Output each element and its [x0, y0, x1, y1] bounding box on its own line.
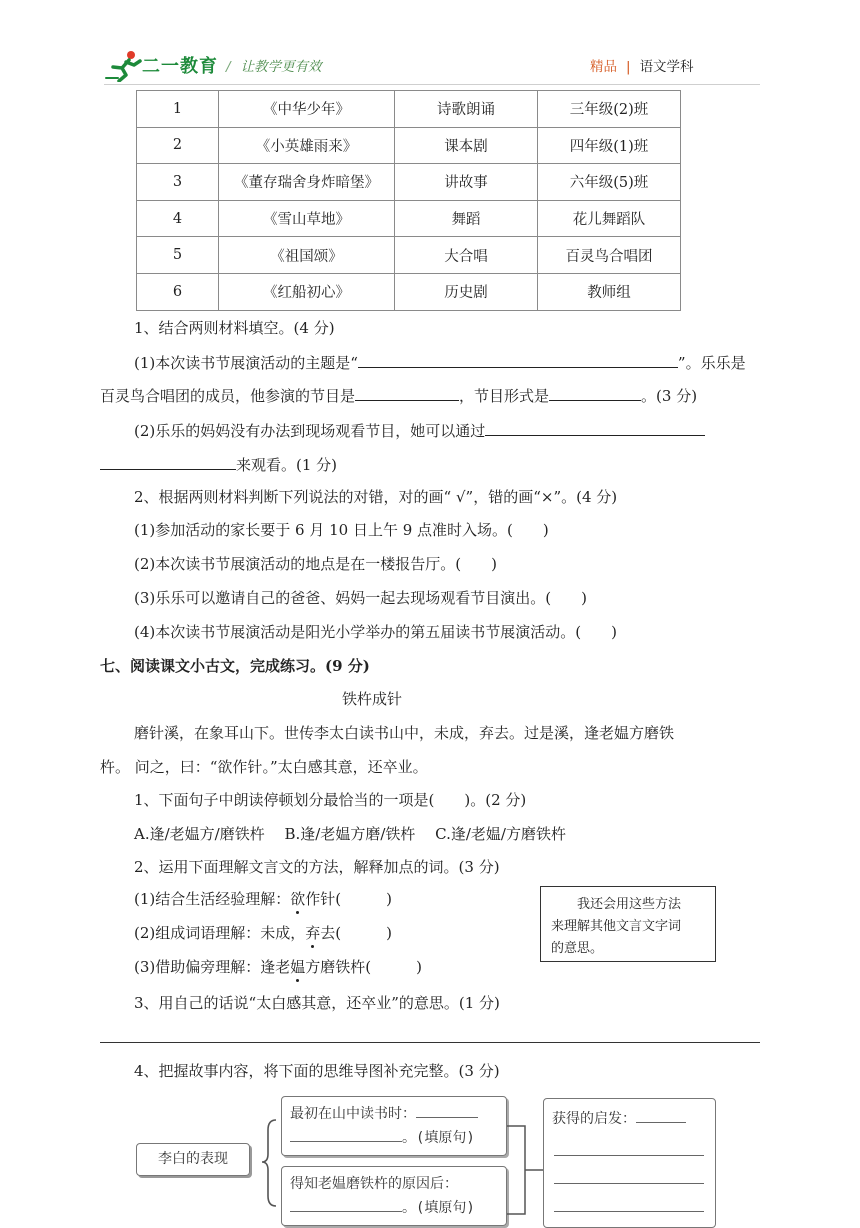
- table-row: [137, 127, 681, 164]
- program-blank[interactable]: [355, 384, 459, 401]
- mindmap-branch-initial: [281, 1096, 507, 1156]
- row-number-cell: 1: [137, 91, 219, 128]
- q1-part1-line2: [100, 384, 697, 406]
- slogan: / 让教学更有效: [226, 59, 322, 75]
- row-number-cell: 5: [137, 237, 219, 274]
- program-form-cell: 历史剧: [395, 273, 538, 310]
- s7-q2-title: 2、运用下面理解文言文的方法，解释加点的词。(3 分): [134, 858, 500, 876]
- brand-separator: |: [626, 59, 631, 75]
- q1-p1-text-e: 。(3 分): [641, 387, 698, 405]
- branch2-tail: 。(填原句): [402, 1200, 475, 1216]
- program-title-cell: 《中华少年》: [219, 91, 395, 128]
- table-row: [137, 273, 681, 310]
- inspiration-line-3[interactable]: [554, 1211, 704, 1212]
- program-title-cell: 《雪山草地》: [219, 200, 395, 237]
- program-title-cell: 《红船初心》: [219, 273, 395, 310]
- passage-title: 铁杵成针: [342, 690, 403, 708]
- logo-runner-icon: [104, 48, 144, 82]
- header-divider: [104, 84, 760, 85]
- performer-cell: 四年级(1)班: [538, 127, 681, 164]
- s7-q2-item-3[interactable]: [134, 957, 422, 977]
- table-row: [137, 164, 681, 201]
- theme-blank[interactable]: [358, 351, 678, 368]
- s7-q2-i1-c: 作针( ): [305, 890, 392, 908]
- s7-q1-options[interactable]: A.逢/老媪方/磨铁杵 B.逢/老媪方磨/铁杵 C.逢/老媪/方磨铁杵: [134, 825, 566, 843]
- connector-lines: [507, 1124, 544, 1216]
- q1-title: 1、结合两则材料填空。(4 分): [134, 319, 335, 337]
- passage-line-2: 杵。 问之，曰：“欲作针。”太白感其意，还卒业。: [100, 758, 428, 776]
- performer-cell: 花儿舞蹈队: [538, 200, 681, 237]
- slogan-text: 让教学更有效: [240, 59, 322, 75]
- s7-q2-i2-c: 去( ): [320, 924, 392, 942]
- answer-line[interactable]: [100, 1042, 760, 1043]
- program-form-cell: 大合唱: [395, 237, 538, 274]
- q1-p1-text-a: (1)本次读书节展演活动的主题是“: [134, 354, 358, 372]
- q1-part1-line1: [134, 351, 746, 373]
- note-line-1: 我还会用这些方法: [577, 897, 682, 912]
- s7-q2-i2-a: (2)组成词语理解：未成，: [134, 924, 306, 942]
- table-row: [137, 237, 681, 274]
- branch2-blank[interactable]: [290, 1196, 402, 1212]
- note-line-3: 的意思。: [551, 941, 604, 956]
- q1-p1-text-d: ，节目形式是: [459, 387, 550, 405]
- dotted-word-2: 弃: [305, 924, 321, 942]
- program-form-cell: 讲故事: [395, 164, 538, 201]
- inspiration-line-2[interactable]: [554, 1183, 704, 1184]
- program-form-cell: 舞蹈: [395, 200, 538, 237]
- inspiration-label: 获得的启发：: [552, 1111, 636, 1127]
- branch2-label: 得知老媪磨铁杵的原因后：: [290, 1176, 458, 1192]
- q2-item-1[interactable]: (1)参加活动的家长要于 6 月 10 日上午 9 点准时入场。( ): [134, 521, 549, 539]
- performer-cell: 教师组: [538, 273, 681, 310]
- tip-note-box: [540, 886, 716, 962]
- note-line-2: 来理解其他文言文字词: [551, 919, 682, 934]
- q1-p2-text-b: 来观看。(1 分): [236, 456, 338, 474]
- q1-p1-text-c: 百灵鸟合唱团的成员，他参演的节目是: [100, 387, 356, 405]
- s7-q2-i1-a: (1)结合生活经验理解：: [134, 890, 291, 908]
- watch-method-blank-cont[interactable]: [100, 453, 236, 470]
- brace-icon: [252, 1118, 282, 1208]
- branch1-label: 最初在山中读书时：: [290, 1106, 416, 1122]
- branch1-blank-a[interactable]: [416, 1102, 478, 1118]
- q2-item-2[interactable]: (2)本次读书节展演活动的地点是在一楼报告厅。( ): [134, 555, 497, 573]
- q1-part2-line1: [134, 419, 705, 441]
- program-title-cell: 《董存瑞舍身炸暗堡》: [219, 164, 395, 201]
- performer-cell: 百灵鸟合唱团: [538, 237, 681, 274]
- table-row: [137, 91, 681, 128]
- q1-part2-line2: [100, 453, 337, 475]
- dotted-word-1: 欲: [290, 890, 306, 908]
- branch1-tail: 。(填原句): [402, 1130, 475, 1146]
- q1-p1-text-b: ”。乐乐是: [677, 354, 746, 372]
- brand-premium: 精品: [590, 59, 617, 75]
- row-number-cell: 2: [137, 127, 219, 164]
- program-title-cell: 《祖国颂》: [219, 237, 395, 274]
- s7-q2-item-1[interactable]: [134, 889, 392, 909]
- brand-label: [590, 55, 694, 75]
- q2-item-3[interactable]: (3)乐乐可以邀请自己的爸爸、妈妈一起去现场观看节目演出。( ): [134, 589, 587, 607]
- s7-q2-i3-a: (3)借助偏旁理解：逢老: [134, 958, 291, 976]
- row-number-cell: 6: [137, 273, 219, 310]
- branch1-blank-b[interactable]: [290, 1126, 402, 1142]
- s7-q2-i3-c: 方磨铁杵( ): [305, 958, 422, 976]
- q2-item-4[interactable]: (4)本次读书节展演活动是阳光小学举办的第五届读书节展演活动。( ): [134, 623, 617, 641]
- form-blank[interactable]: [549, 384, 641, 401]
- mindmap-root: 李白的表现: [136, 1143, 250, 1176]
- mindmap-inspiration: [543, 1098, 716, 1228]
- dotted-word-3: 媪: [290, 958, 306, 976]
- row-number-cell: 4: [137, 200, 219, 237]
- inspiration-blank-a[interactable]: [636, 1107, 686, 1123]
- table-row: [137, 200, 681, 237]
- q2-title: 2、根据两则材料判断下列说法的对错，对的画“ √”，错的画“×”。(4 分): [134, 488, 618, 506]
- inspiration-line-1[interactable]: [554, 1155, 704, 1156]
- logo-text: 二一教育: [142, 56, 218, 77]
- performer-cell: 三年级(2)班: [538, 91, 681, 128]
- program-title-cell: 《小英雄雨来》: [219, 127, 395, 164]
- section7-heading: 七、阅读课文小古文，完成练习。(9 分): [100, 657, 370, 675]
- row-number-cell: 3: [137, 164, 219, 201]
- program-form-cell: 诗歌朗诵: [395, 91, 538, 128]
- program-table: [136, 90, 681, 311]
- s7-q4-title: 4、把握故事内容，将下面的思维导图补充完整。(3 分): [134, 1062, 500, 1080]
- s7-q2-item-2[interactable]: [134, 923, 392, 943]
- mindmap-branch-after: [281, 1166, 507, 1226]
- watch-method-blank[interactable]: [485, 419, 705, 436]
- performer-cell: 六年级(5)班: [538, 164, 681, 201]
- passage-line-1: 磨针溪，在象耳山下。世传李太白读书山中，未成，弃去。过是溪，逢老媪方磨铁: [134, 724, 675, 742]
- q1-p2-text-a: (2)乐乐的妈妈没有办法到现场观看节目，她可以通过: [134, 422, 486, 440]
- s7-q3-title: 3、用自己的话说“太白感其意，还卒业”的意思。(1 分): [134, 994, 500, 1012]
- program-form-cell: 课本剧: [395, 127, 538, 164]
- brand-subject: 语文学科: [639, 59, 694, 75]
- s7-q1-title: 1、下面句子中朗读停顿划分最恰当的一项是( )。(2 分): [134, 791, 527, 809]
